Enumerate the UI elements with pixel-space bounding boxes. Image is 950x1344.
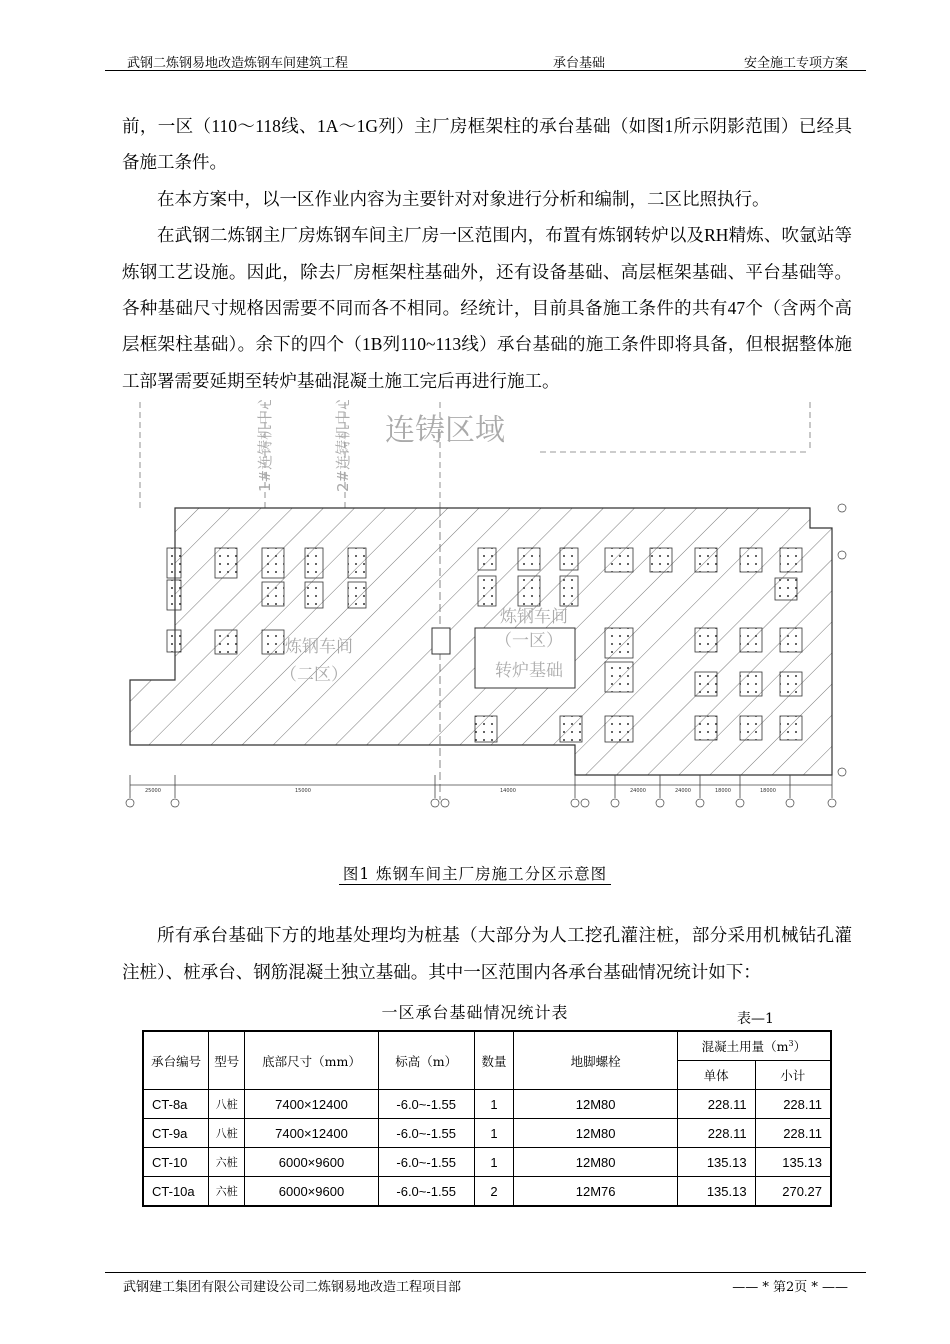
- table-number: 表—1: [737, 1011, 774, 1027]
- dimension-line: [130, 775, 832, 798]
- table-row: CT-10 六桩 6000×9600 -6.0~-1.55 1 12M80 135.13 135.13: [143, 1148, 831, 1177]
- header-size: 底部尺寸（mm）: [245, 1031, 379, 1090]
- page-header: [105, 50, 866, 71]
- dim-label: 18000: [760, 788, 776, 794]
- header-bolts: 地脚螺栓: [514, 1031, 677, 1090]
- table-title: 一区承台基础情况统计表: [381, 1003, 569, 1022]
- paragraph: 在本方案中，以一区作业内容为主要针对对象进行分析和编制，二区比照执行。: [157, 188, 770, 209]
- header-concrete: 混凝土用量$(m^3)$: [677, 1031, 831, 1061]
- dim-label: 14000: [500, 788, 516, 794]
- body-text-after-figure: [122, 917, 852, 991]
- zone-plan-drawing: [120, 400, 855, 810]
- footer-company: 武钢建工集团有限公司建设公司二炼钢易地改造工程项目部: [123, 1280, 462, 1295]
- dim-label: 25000: [145, 788, 161, 794]
- column-block: [432, 628, 450, 654]
- dim-label: 24000: [630, 788, 646, 794]
- figure-caption: 图1 炼钢车间主厂房施工分区示意图: [0, 862, 950, 884]
- header-unit: 单体: [677, 1061, 755, 1090]
- body-text: [122, 108, 852, 399]
- label-zone2-line2: （二区）: [280, 665, 348, 685]
- label-converter: 转炉基础: [495, 661, 563, 681]
- label-machine-1: 1#连铸机中心: [256, 400, 274, 492]
- header-subtotal: 小计: [755, 1061, 831, 1090]
- table-row: CT-10a 六桩 6000×9600 -6.0~-1.55 2 12M76 135.13 270.27: [143, 1177, 831, 1207]
- page-footer: [105, 1272, 866, 1295]
- table-row: CT-9a 八桩 7400×12400 -6.0~-1.55 1 12M80 228.11 228.11: [143, 1119, 831, 1148]
- paragraph: 所有承台基础下方的地基处理均为桩基（大部分为人工挖孔灌注桩，部分采用机械钻孔灌注桩）、桩承台、钢筋混凝土独立基础。其中一区范围内各承台基础情况统计如下：: [122, 925, 852, 982]
- label-zone1-line2: （一区）: [495, 631, 563, 651]
- header-id: 承台编号: [143, 1031, 209, 1090]
- paragraph: 在武钢二炼钢主厂房炼钢车间主厂房一区范围内，布置有炼钢转炉以及RH精炼、吹氩站等炼钢工艺设施。因此，除去厂房框架柱基础外，还有设备基础、高层框架基础、平台基础等。各种基础尺寸规格因需要不同而各不相同。经统计，目前具备施工条件的共有47个（含两个高层框架柱基础）。余下的四个（1B列110~113线）承台基础的施工条件即将具备，但根据整体施工部署需要延期至转炉基础混凝土施工完后再进行施工。: [122, 225, 852, 391]
- header-elevation: 标高（m）: [378, 1031, 474, 1090]
- header-qty: 数量: [474, 1031, 514, 1090]
- label-machine-2: 2#连铸机中心: [334, 400, 352, 492]
- dim-label: 18000: [715, 788, 731, 794]
- header-section: 承台基础: [553, 56, 606, 71]
- footer-page-number: —— * 第2页 * ——: [732, 1280, 848, 1295]
- pile-cap-table: [142, 1030, 832, 1207]
- dim-label: 15000: [295, 788, 311, 794]
- header-type: 型号: [209, 1031, 245, 1090]
- header-project-title: 武钢二炼钢易地改造炼钢车间建筑工程: [127, 56, 349, 71]
- label-casting-area: 连铸区域: [385, 413, 505, 448]
- table-row: CT-8a 八桩 7400×12400 -6.0~-1.55 1 12M80 228.11 228.11: [143, 1090, 831, 1119]
- label-zone1-line1: 炼钢车间: [500, 607, 568, 627]
- dim-label: 24000: [675, 788, 691, 794]
- paragraph: 前，一区（110～118线、1A～1G列）主厂房框架柱的承台基础（如图1所示阴影范围）已经具备施工条件。: [122, 116, 852, 173]
- zone-plan-figure: [120, 400, 855, 810]
- header-doc-type: 安全施工专项方案: [743, 56, 848, 71]
- label-zone2-line1: 炼钢车间: [285, 637, 353, 657]
